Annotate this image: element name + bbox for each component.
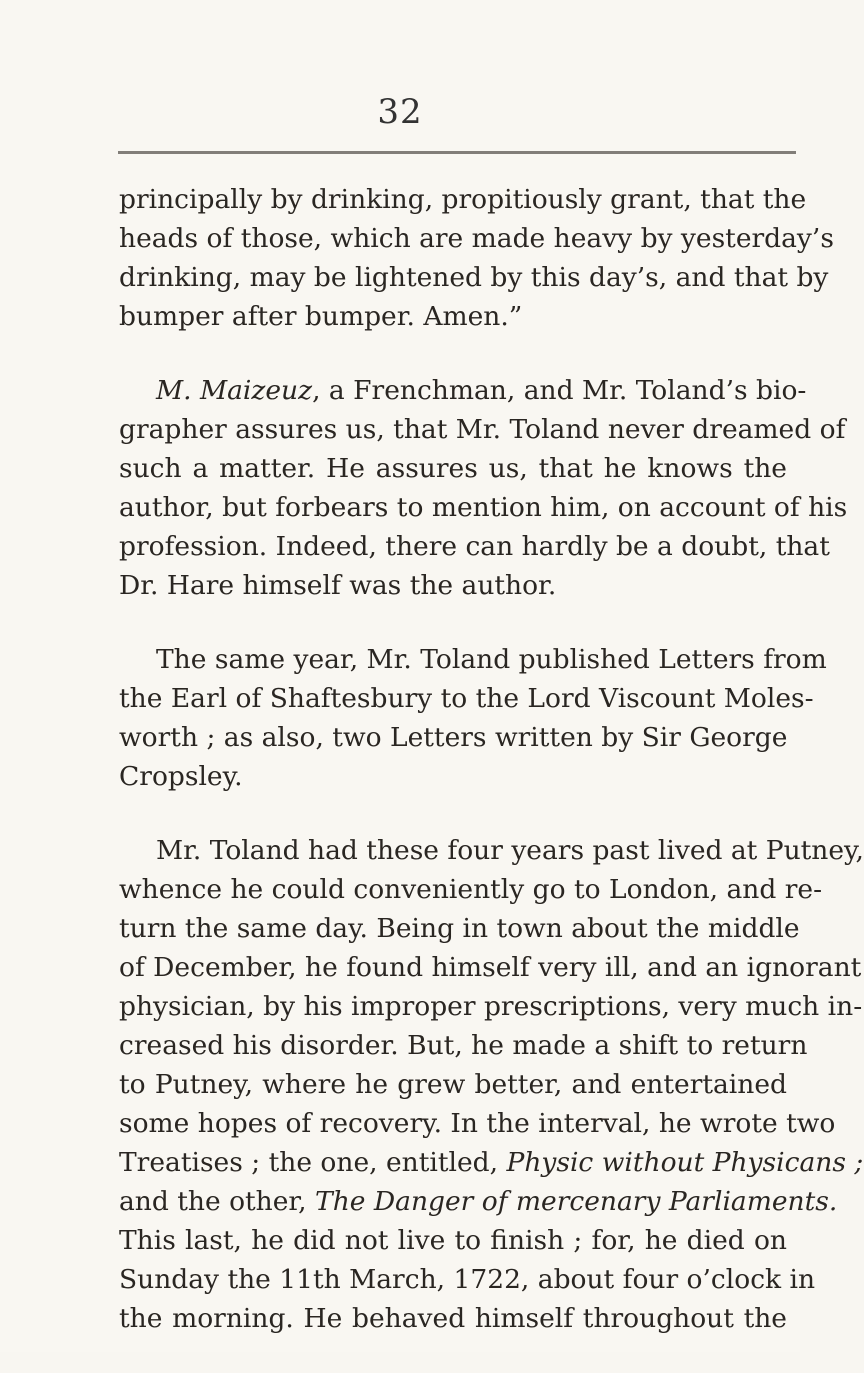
text-line: Cropsley. xyxy=(119,761,243,792)
text-line: of December, he found himself very ill, and an ignorant xyxy=(119,952,862,983)
text-line: This last, he did not live to finish ; for, he died on xyxy=(119,1225,787,1256)
text-line: Mr. Toland had these four years past lived at Putney, xyxy=(156,835,864,866)
text-line: such a matter. He assures us, that he knows the xyxy=(119,453,787,484)
text-line: author, but forbears to mention him, on account of his xyxy=(119,492,848,523)
paragraph-maizeuz xyxy=(119,371,848,605)
text-line: drinking, may be lightened by this day’s, and that by xyxy=(119,262,829,293)
text-line-italic-name: M. Maizeuz, a Frenchman, and Mr. Toland’s bio- xyxy=(156,375,807,406)
italic-text: M. Maizeuz xyxy=(156,375,313,406)
paragraph-letters xyxy=(119,640,827,796)
text-line: profession. Indeed, there can hardly be a doubt, that xyxy=(119,531,830,562)
text-line: principally by drinking, propitiously grant, that the xyxy=(119,184,807,215)
text-line: some hopes of recovery. In the interval, he wrote two xyxy=(119,1108,836,1139)
text-line: heads of those, which are made heavy by yesterday’s xyxy=(119,223,834,254)
page-number: 32 xyxy=(377,92,423,132)
text-line: turn the same day. Being in town about the middle xyxy=(119,913,800,944)
text-line: The same year, Mr. Toland published Letters from xyxy=(156,644,827,675)
text-line: to Putney, where he grew better, and entertained xyxy=(119,1069,787,1100)
text-line: the morning. He behaved himself throughout the xyxy=(119,1303,787,1334)
paragraph-putney xyxy=(119,831,864,1338)
header-rule xyxy=(118,151,796,154)
body-text xyxy=(119,180,864,1373)
italic-text: The Danger of mercenary Parliaments. xyxy=(315,1186,838,1217)
text-line: worth ; as also, two Letters written by Sir George xyxy=(119,722,788,753)
text-line: creased his disorder. But, he made a shift to return xyxy=(119,1030,808,1061)
text-line-italic-title: and the other, The Danger of mercenary Parliaments. xyxy=(119,1186,838,1217)
text-line-italic-title: Treatises ; the one, entitled, Physic without Physicans ; xyxy=(119,1147,864,1178)
text-line: Sunday the 11th March, 1722, about four o’clock in xyxy=(119,1264,816,1295)
text-line: the Earl of Shaftesbury to the Lord Viscount Moles- xyxy=(119,683,814,714)
italic-text: Physic without Physicans ; xyxy=(506,1147,864,1178)
text-line: bumper after bumper. Amen.” xyxy=(119,301,523,332)
text-line: whence he could conveniently go to London, and re- xyxy=(119,874,823,905)
paragraph-continuation xyxy=(119,180,834,336)
text-line: grapher assures us, that Mr. Toland never dreamed of xyxy=(119,414,846,445)
text-line: Dr. Hare himself was the author. xyxy=(119,570,557,601)
text-line: physician, by his improper prescriptions, very much in- xyxy=(119,991,863,1022)
